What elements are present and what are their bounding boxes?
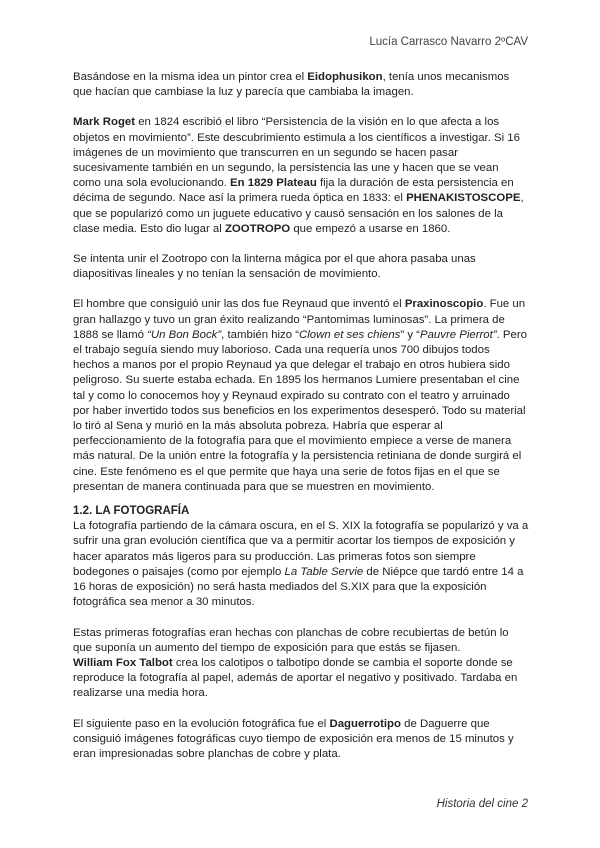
document-body [73, 70, 529, 762]
paragraph-zootropo: Se intenta unir el Zootropo con la linterna mágica por el que ahora pasaba unas diapositivas lineales y no tenían la sensación de movimiento. [73, 253, 476, 281]
paragraph-praxinoscopio: El hombre que consiguió unir las dos fue Reynaud que inventó el Praxinoscopio. Fue un gran hallazgo y tuvo un gran éxito realizando “Pantomimas luminosas”. La primera de 1888 se llamó “Un Bon Bock”, también hizo “Clown et ses chiens” y “Pauvre Pierrot”. Pero el trabajo seguía siendo muy laborioso. Cada una requería unos 700 dibujos todos hechos a manos por el propio Reynaud ya que delegar el trabajo en otros hubiera sido peligroso. Su suerte estaba echada. En 1895 los hermanos Lumiere presentaban el cine tal y como lo conocemos hoy y Reynaud expirado su contrato con el teatro y arruinado por haber invertido todos sus beneficios en los experimentos desesperó. Todo su material lo tiró al Sena y murió en la más absoluta pobreza. Habría que esperar al perfeccionamiento de la fotografía para que el movimiento empiece a verse de manera más natural. De la unión entre la fotografía y la persistencia retiniana de donde surgirá el cine. Este fenómeno es el que permite que haya una serie de fotos fijas en el que se presentan de manera continuada para que se muestren en movimiento. [73, 298, 527, 493]
paragraph-daguerrotipo: El siguiente paso en la evolución fotográfica fue el Daguerrotipo de Daguerre que consiguió imágenes fotográficas cuyo tiempo de exposición era menos de 15 minutos y eran impresionadas sobre planchas de cobre y plata. [73, 717, 514, 760]
page-header-author: Lucía Carrasco Navarro 2ºCAV [369, 36, 528, 48]
page-footer: Historia del cine 2 [436, 798, 528, 810]
paragraph-talbot: William Fox Talbot crea los calotipos o talbotipo donde se cambia el soporte donde se reproduce la fotografía al papel, además de aportar el negativo y positivado. Tardaba en realizarse una media hora. [73, 656, 518, 700]
paragraph-fotografia-intro: La fotografía partiendo de la cámara oscura, en el S. XIX la fotografía se popularizó y va a sufrir una gran evolución científica que va a permitir acortar los tiempos de exposición y hacer aparatos más ligeros para su producción. Las primeras fotos son siempre bodegones o paisajes (como por ejemplo La Table Servie de Niépce que tardó entre 14 a 16 horas de exposición) no será hasta mediados del S.XIX para que la exposición fotográfica sea menor a 30 minutos. [73, 520, 529, 609]
section-title-fotografia: 1.2. LA FOTOGRAFÍA [73, 505, 190, 518]
paragraph-roget-plateau: Mark Roget en 1824 escribió el libro “Persistencia de la visión en lo que afecta a los objetos en movimiento”. Este descubrimiento estimula a los científicos a investigar. Si 16 imágenes de un movimiento que transcurren en un segundo se hacen pasar sucesivamente también en un segundo, la persistencia las une y hacen que se vean como una sola evolucionando. En 1829 Plateau fija la duración de esta persistencia en décima de segundo. Nace así la primera rueda óptica en 1833: el PHENAKISTOSCOPE, que se popularizó como un juguete educativo y causó sensación en los salones de la clase media. Esto dio lugar al ZOOTROPO que empezó a usarse en 1860. [73, 116, 524, 235]
paragraph-eidophusikon: Basándose en la misma idea un pintor crea el Eidophusikon, tenía unos mecanismos que hacían que cambiase la luz y parecía que cambiaba la imagen. [73, 71, 510, 99]
paragraph-planchas-cobre: Estas primeras fotografías eran hechas con planchas de cobre recubiertas de betún lo que suponía un aumento del tiempo de exposición para que estás se fijasen. [73, 626, 509, 654]
